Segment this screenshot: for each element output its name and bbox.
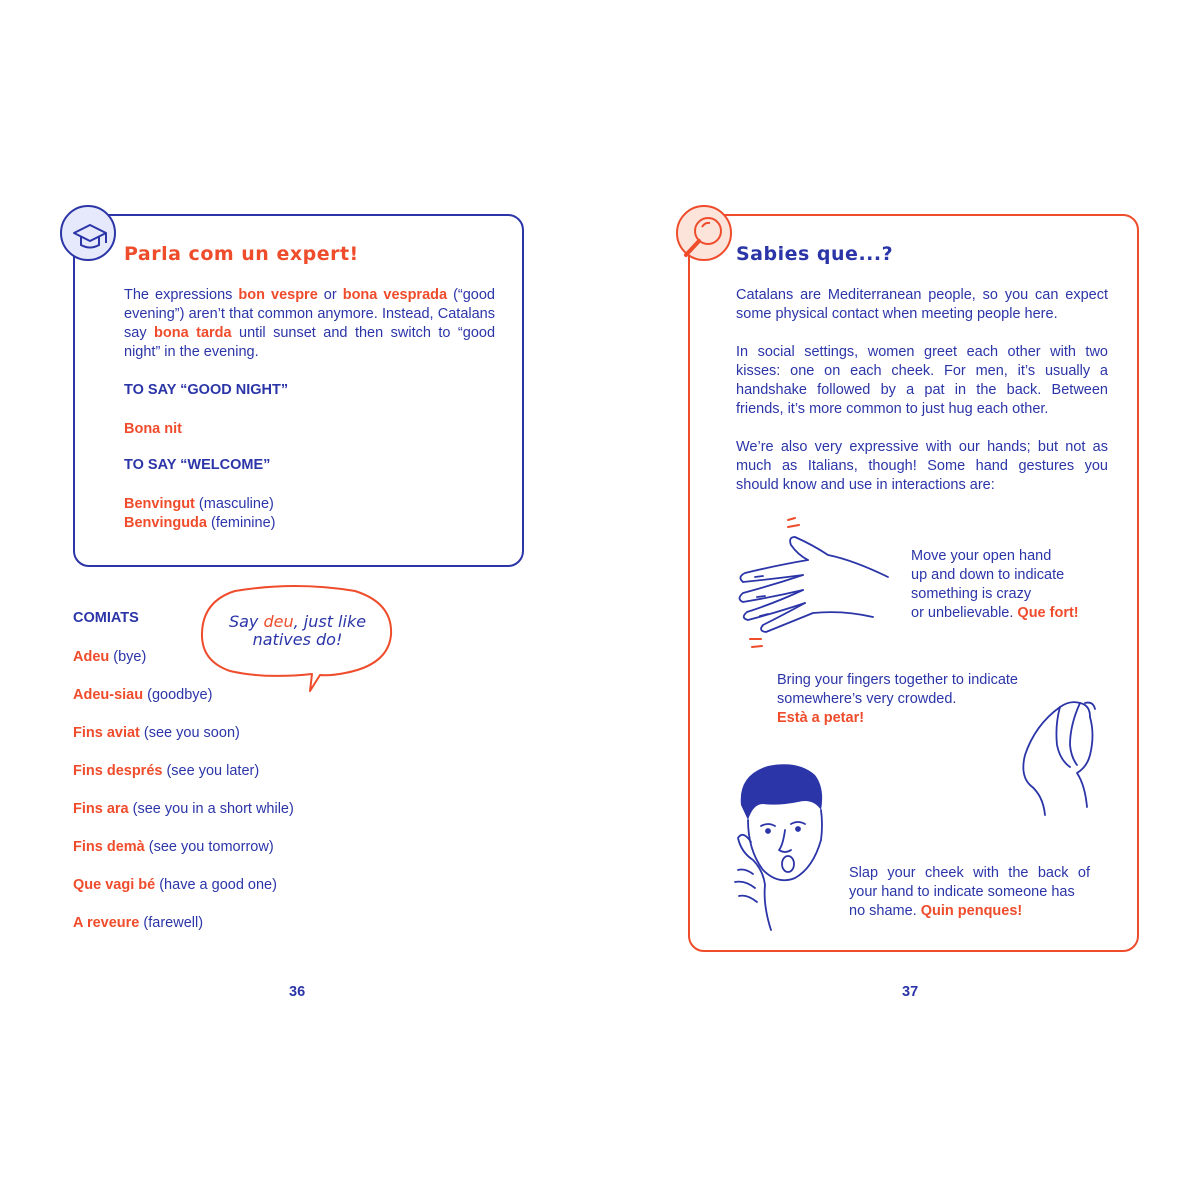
pinched-fingers-illustration xyxy=(1015,695,1100,820)
gesture1-text: or unbelievable. xyxy=(911,605,1018,621)
list-item xyxy=(73,724,240,743)
list-item xyxy=(73,686,212,705)
open-hand-illustration xyxy=(733,515,898,655)
gesture1-phrase: Que fort! xyxy=(1017,605,1079,621)
expert-intro-paragraph xyxy=(124,286,495,362)
speech-bubble-text xyxy=(215,613,380,649)
farewell-meaning: (goodbye) xyxy=(143,687,213,703)
welcome-feminine xyxy=(124,514,275,533)
intro-text-4: until sunset and then switch to “good night” in the evening. xyxy=(124,325,496,360)
gesture3-phrase: Quin penques! xyxy=(920,903,1023,919)
good-night-heading: TO SAY “GOOD NIGHT” xyxy=(124,382,289,398)
bubble-text-1: Say xyxy=(228,612,264,631)
farewell-term: Fins aviat xyxy=(73,725,140,741)
intro-text-3: (“good evening”) aren’t that common anymore. Instead, Catalans say xyxy=(124,287,496,341)
did-you-know-title: Sabies que...? xyxy=(736,243,894,265)
paragraph-1: Catalans are Mediterranean people, so you can expect some physical contact when meeting people here. xyxy=(736,287,1108,322)
list-item xyxy=(73,876,277,895)
list-item xyxy=(73,762,259,781)
farewell-meaning: (see you later) xyxy=(162,763,260,779)
did-you-know-badge xyxy=(676,205,732,261)
welcome-masc-term: Benvingut xyxy=(124,496,195,512)
bubble-text-2: , just like xyxy=(293,612,367,631)
bubble-term: deu xyxy=(263,612,294,631)
farewell-meaning: (see you in a short while) xyxy=(128,801,294,817)
gesture1-line1: Move your open hand xyxy=(911,548,1052,564)
magnifying-glass-icon xyxy=(678,207,734,263)
gesture2-line1: Bring your fingers together to indicate xyxy=(777,672,1018,688)
farewell-meaning: (farewell) xyxy=(139,915,204,931)
gesture1-line3: something is crazy xyxy=(911,586,1032,602)
paragraph-3: We’re also very expressive with our hands; but not as much as Italians, though! Some hand gestures you should know and use in interactions are: xyxy=(736,439,1108,493)
gesture2-phrase: Està a petar! xyxy=(777,710,865,726)
paragraph-2: In social settings, women greet each other with two kisses: one on each cheek. For men, it’s usually a handshake followed by a pat in the back. Between friends, it’s more common to just hug each other. xyxy=(736,344,1108,417)
good-night-phrase: Bona nit xyxy=(124,421,182,437)
farewell-term: A reveure xyxy=(73,915,140,931)
farewell-term: Adeu xyxy=(73,649,110,665)
farewell-term: Fins després xyxy=(73,763,163,779)
list-item xyxy=(73,838,274,857)
welcome-masc-note: (masculine) xyxy=(194,496,274,512)
farewell-meaning: (have a good one) xyxy=(155,877,277,893)
graduation-cap-icon xyxy=(62,207,118,263)
list-item xyxy=(73,648,146,667)
page-number-left: 36 xyxy=(289,984,306,1000)
expert-badge xyxy=(60,205,116,261)
list-item xyxy=(73,800,294,819)
cheek-slap-illustration xyxy=(733,760,833,935)
intro-text-2: or xyxy=(317,287,343,303)
welcome-heading: TO SAY “WELCOME” xyxy=(124,457,271,473)
farewell-meaning: (see you tomorrow) xyxy=(144,839,274,855)
welcome-masculine xyxy=(124,495,274,514)
gesture3-text: no shame. xyxy=(849,903,921,919)
gesture2-line2: somewhere’s very crowded. xyxy=(777,691,957,707)
farewell-term: Que vagi bé xyxy=(73,877,156,893)
comiats-heading: COMIATS xyxy=(73,610,139,626)
gesture3-line2: your hand to indicate someone has xyxy=(849,884,1075,900)
term-bona-vesprada: bona vesprada xyxy=(342,287,448,303)
term-bona-tarda: bona tarda xyxy=(154,325,232,341)
farewell-term: Adeu-siau xyxy=(73,687,144,703)
list-item xyxy=(73,914,203,933)
farewell-meaning: (bye) xyxy=(109,649,147,665)
expert-box-title: Parla com un expert! xyxy=(124,243,359,265)
intro-text-1: The expressions xyxy=(124,287,239,303)
gesture1-line2: up and down to indicate xyxy=(911,567,1065,583)
gesture3-line3 xyxy=(849,902,1022,921)
welcome-fem-term: Benvinguda xyxy=(124,515,207,531)
term-bon-vespre: bon vespre xyxy=(238,287,318,303)
gesture3-line1: Slap your cheek with the back of xyxy=(849,865,1090,881)
farewell-meaning: (see you soon) xyxy=(139,725,240,741)
farewell-term: Fins ara xyxy=(73,801,129,817)
bubble-text-3: natives do! xyxy=(252,630,343,649)
welcome-fem-note: (feminine) xyxy=(206,515,276,531)
farewell-term: Fins demà xyxy=(73,839,145,855)
gesture1-line4 xyxy=(911,604,1079,623)
page-number-right: 37 xyxy=(902,984,919,1000)
